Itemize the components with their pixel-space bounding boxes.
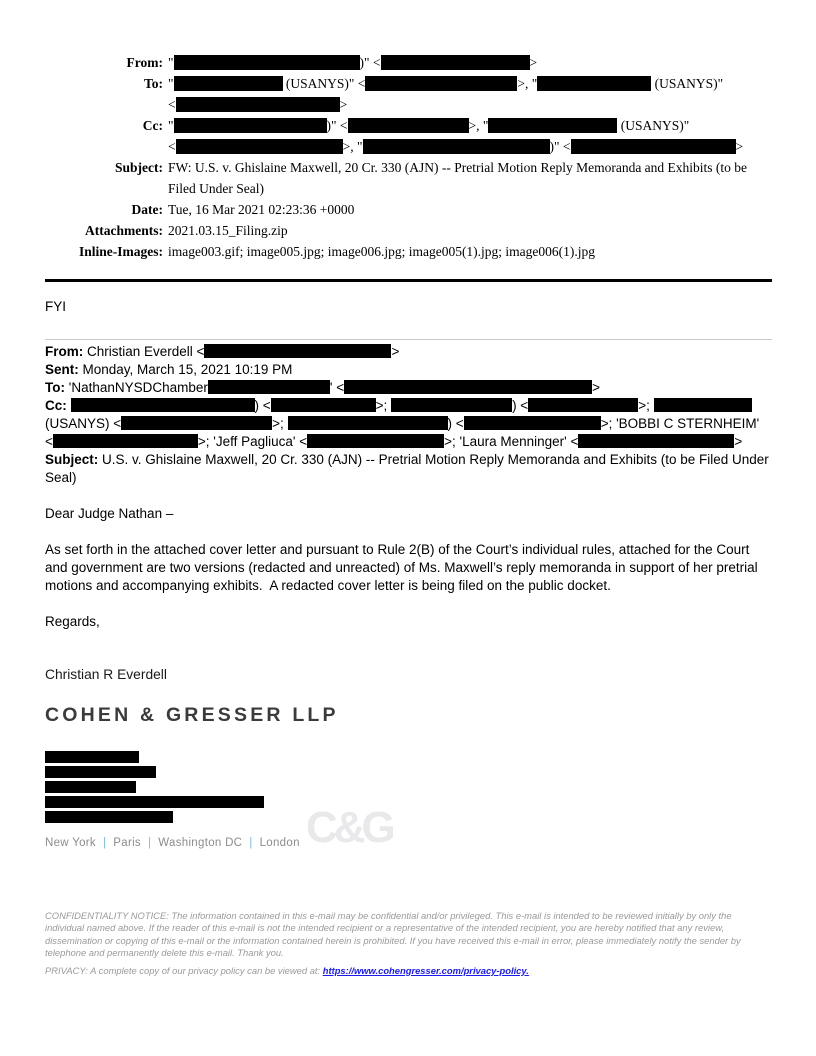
header-field-label: Inline-Images:	[79, 244, 163, 259]
signer-name: Christian R Everdell	[45, 667, 167, 682]
header-field-label: Attachments:	[85, 223, 163, 238]
cg-monogram-logo: C&G	[306, 803, 392, 852]
forwarded-header-line: (USANYS) < >; ) < >; 'BOBBI C STERNHEIM'	[45, 416, 760, 431]
forwarded-header-line: Sent: Monday, March 15, 2021 10:19 PM	[45, 362, 293, 377]
redaction-bar	[578, 434, 734, 448]
privacy-notice	[45, 965, 772, 977]
redaction-bar	[204, 344, 391, 358]
confidentiality-notice: CONFIDENTIALITY NOTICE: The information contained in this e-mail may be confidential and/or privileged. This e-mail is intended to be reviewed initially by only the individual named above. If the reader of this e-mail is not the intended recipient or a representative of the intended recipient, you are hereby notified that any review, dissemination or copying of this e-mail or the information contained herein is prohibited. If you have received this e-mail in error, please immediately notify the sender by telephone and permanently delete this e-mail. Thank you.	[45, 910, 741, 959]
header-field-label: To:	[143, 76, 163, 91]
redaction-bar	[45, 766, 156, 778]
header-field-row	[45, 199, 772, 220]
privacy-notice-text: PRIVACY: A complete copy of our privacy policy can be viewed at:	[45, 964, 323, 976]
redaction-bar	[381, 55, 530, 70]
signature-contact-redactions	[45, 751, 772, 823]
message-header	[45, 52, 772, 262]
header-field-value: " )" < >	[168, 55, 538, 70]
office-city: Paris	[113, 837, 141, 849]
redaction-bar	[365, 76, 517, 91]
redaction-bar	[174, 76, 283, 91]
redaction-bar	[571, 139, 736, 154]
closing: Regards,	[45, 614, 100, 629]
forwarded-header-line: To: 'NathanNYSDChamber ' < >	[45, 380, 600, 395]
header-field-row	[45, 73, 772, 115]
header-field-label: From:	[126, 55, 163, 70]
header-field-row	[45, 115, 772, 157]
forwarded-header-line: < >; 'Jeff Pagliuca' < >; 'Laura Menninger' < >	[45, 434, 743, 449]
header-field-row	[45, 52, 772, 73]
office-city: Washington DC	[158, 837, 243, 849]
redaction-bar	[288, 416, 448, 430]
forwarded-message-divider	[45, 339, 772, 340]
redaction-bar	[307, 434, 444, 448]
privacy-policy-link[interactable]: https://www.cohengresser.com/privacy-policy.	[322, 964, 529, 976]
redaction-bar	[174, 118, 327, 133]
redaction-bar	[348, 118, 469, 133]
header-field-value: Tue, 16 Mar 2021 02:23:36 +0000	[168, 202, 355, 217]
field-label: Sent:	[45, 362, 79, 377]
redaction-bar	[271, 398, 376, 412]
redaction-bar	[537, 76, 651, 91]
redaction-bar	[464, 416, 601, 430]
redaction-bar	[45, 781, 136, 793]
field-label: Subject:	[45, 452, 99, 467]
forwarded-header-line: From: Christian Everdell < >	[45, 344, 400, 359]
redaction-bar	[176, 97, 340, 112]
cohen-gresser-wordmark: COHEN & GRESSER LLP	[45, 704, 339, 726]
header-field-label: Date:	[131, 202, 163, 217]
header-field-row	[45, 241, 772, 262]
redaction-bar	[344, 380, 592, 394]
field-label: From:	[45, 344, 84, 359]
redaction-bar	[391, 398, 512, 412]
office-locations	[45, 836, 772, 850]
redaction-bar	[71, 398, 255, 412]
office-city: New York	[45, 837, 96, 849]
redaction-bar	[121, 416, 272, 430]
office-city: London	[259, 837, 300, 849]
fyi-note: FYI	[45, 299, 67, 314]
forwarded-message-header	[45, 343, 772, 487]
redaction-bar	[45, 796, 264, 808]
redaction-bar	[45, 811, 173, 823]
salutation: Dear Judge Nathan –	[45, 506, 174, 521]
field-label: To:	[45, 380, 65, 395]
header-field-value: " )" < >, " (USANYS)" < >, " )" < >	[168, 118, 744, 154]
header-field-row	[45, 157, 772, 199]
forwarded-header-line: Subject: U.S. v. Ghislaine Maxwell, 20 Cr. 330 (AJN) -- Pretrial Motion Reply Memoranda and Exhibits (to be Filed Under Seal)	[45, 452, 769, 485]
header-field-value: " (USANYS)" < >, " (USANYS)" < >	[168, 76, 724, 112]
redaction-bar	[176, 139, 343, 154]
message-paragraph: As set forth in the attached cover letter and pursuant to Rule 2(B) of the Court’s individual rules, attached for the Court and government are two versions (redacted and unreacted) of Ms. Maxwell’s reply memoranda in support of her pretrial motions and accompanying exhibits. A redacted cover letter is being filed on the public docket.	[45, 542, 758, 593]
header-divider	[45, 279, 772, 282]
redaction-bar	[45, 751, 139, 763]
redaction-bar	[488, 118, 617, 133]
redaction-bar	[208, 380, 330, 394]
redaction-bar	[363, 139, 550, 154]
field-label: Cc:	[45, 398, 67, 413]
redaction-bar	[53, 434, 198, 448]
forwarded-header-line: Cc: ) < >; ) < >;	[45, 397, 772, 415]
office-separator: |	[249, 837, 253, 849]
redaction-bar	[528, 398, 638, 412]
header-field-row	[45, 220, 772, 241]
office-separator: |	[102, 837, 107, 849]
redaction-bar	[654, 398, 752, 412]
header-field-label: Cc:	[142, 118, 163, 133]
header-field-value: 2021.03.15_Filing.zip	[168, 223, 288, 238]
header-field-value: FW: U.S. v. Ghislaine Maxwell, 20 Cr. 330 (AJN) -- Pretrial Motion Reply Memoranda and Exhibits (to be Filed Under Seal)	[168, 160, 748, 196]
header-field-label: Subject:	[115, 160, 163, 175]
header-field-value: image003.gif; image005.jpg; image006.jpg; image005(1).jpg; image006(1).jpg	[168, 244, 596, 259]
redaction-bar	[174, 55, 360, 70]
office-separator: |	[147, 837, 152, 849]
